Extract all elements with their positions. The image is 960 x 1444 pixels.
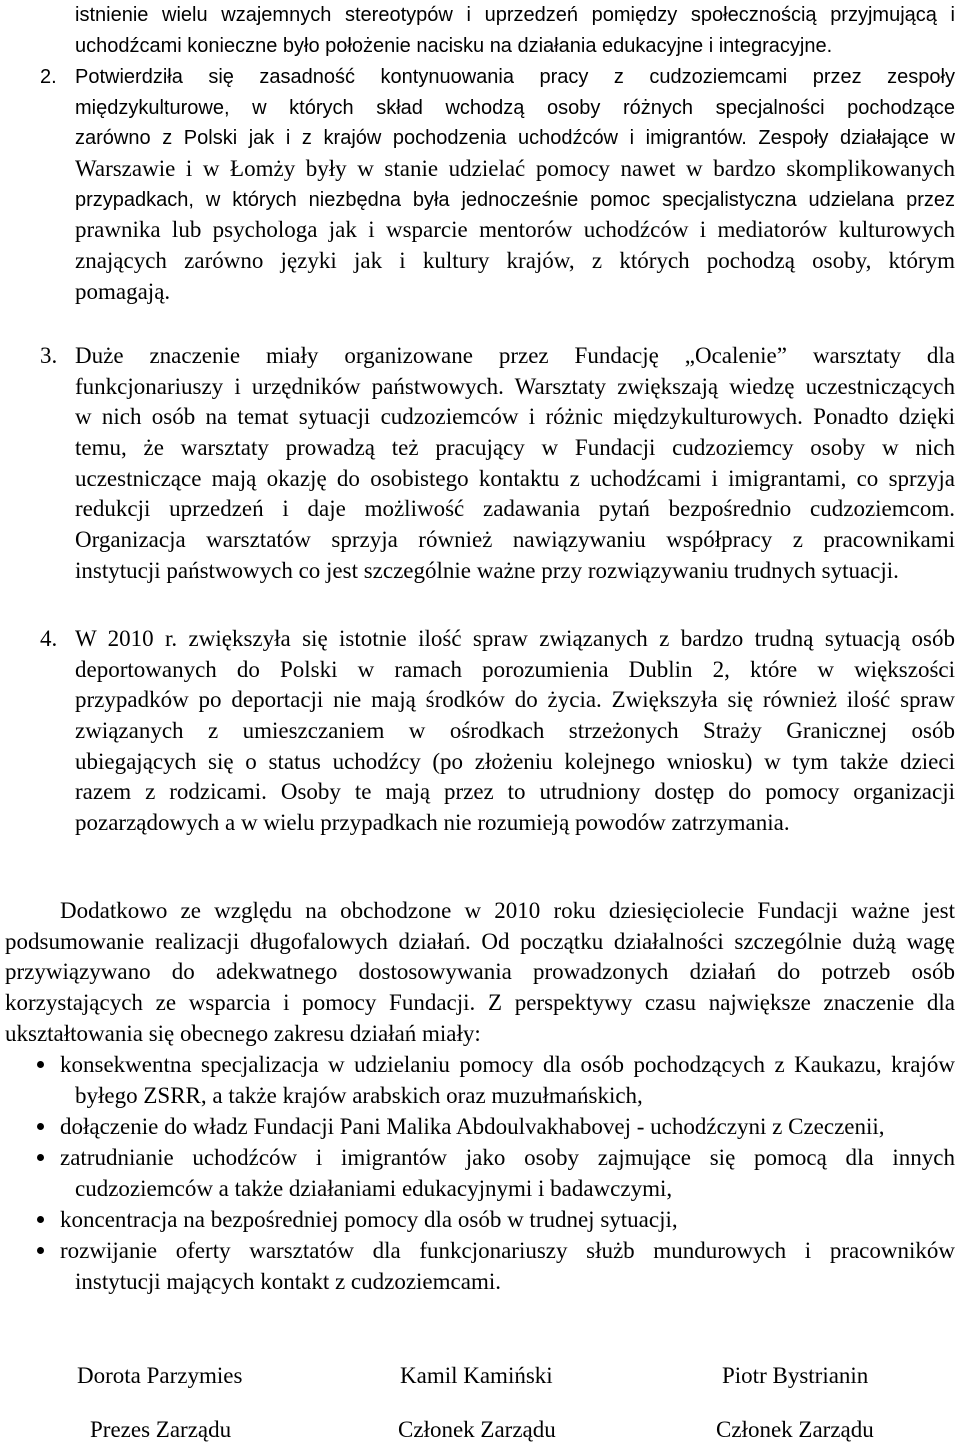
text-line: pomagają.	[75, 278, 171, 304]
text-line: dołączenie do władz Fundacji Pani Malika Abdoulvakhabovej - uchodźczyni z Czeczenii,	[60, 1114, 885, 1139]
text-line: ukształtowania się obecnego zakresu działań miały:	[5, 1020, 481, 1046]
text-line: ubiegających się o status uchodźcy (po złożeniu kolejnego wniosku) w tym także dzieci	[75, 748, 955, 774]
text-line: związanych z umieszczaniem w ośrodkach strzeżonych Straży Granicznej osób	[75, 718, 955, 744]
list-item-3	[40, 341, 955, 587]
text-line: znających zarówno języki jak i kultury krajów, z których pochodzą osoby, którym	[75, 248, 955, 274]
text-line: zatrudnianie uchodźców i imigrantów jako osoby zajmujące się pomocą dla innych	[60, 1145, 955, 1170]
item-number: 2.	[40, 66, 57, 88]
signature-name: Dorota Parzymies	[77, 1363, 243, 1388]
text-line: w nich osób na temat sytuacji cudzoziemców i różnic międzykulturowych. Ponadto dzięki	[75, 404, 955, 430]
signature-name: Kamil Kamiński	[400, 1363, 553, 1388]
text-line: W 2010 r. zwiększyła się istotnie ilość spraw związanych z bardzo trudną sytuacją osób	[75, 626, 955, 651]
list-item-1-continuation	[75, 0, 955, 61]
signature-role: Prezes Zarządu	[90, 1417, 232, 1442]
text-line: instytucji państwowych co jest szczególnie ważne przy rozwiązywaniu trudnych sytuacji.	[75, 557, 899, 583]
text-line: redukcji uprzedzeń i daje możliwość zadawania pytań bezpośrednio cudzoziemcom.	[75, 496, 955, 522]
bullet-item	[0, 1111, 955, 1142]
text-line: międzykulturowe, w których skład wchodzą osoby różnych specjalności pochodzące	[75, 96, 955, 119]
text-line: istnienie wielu wzajemnych stereotypów i uprzedzeń pomiędzy społecznością przyjmującą i	[75, 4, 955, 26]
list-item-2	[40, 62, 955, 308]
text-line: przypadków po deportacji nie mają środków do życia. Zwiększyła się również ilość spraw	[75, 687, 955, 713]
text-line: zarówno z Polski jak i z krajów pochodzenia uchodźców i imigrantów. Zespoły działające w	[75, 127, 955, 150]
list-item-4	[40, 624, 955, 839]
bullet-icon	[37, 1061, 44, 1068]
text-line: podsumowanie realizacji długofalowych działań. Od początku działalności szczególnie dużą wagę	[5, 928, 955, 954]
bullet-icon	[37, 1247, 44, 1254]
text-line: uczestniczące mają okazję do osobistego kontaktu z uchodźcami i imigrantami, co sprzyja	[75, 465, 955, 491]
text-line: Potwierdziła się zasadność kontynuowania pracy z cudzoziemcami przez zespoły	[75, 66, 955, 88]
bullet-item	[0, 1204, 955, 1235]
signature-name: Piotr Bystrianin	[722, 1363, 869, 1388]
text-line: funkcjonariuszy i urzędników państwowych. Warsztaty zwiększają wiedzę uczestniczących	[75, 373, 955, 399]
text-line: temu, że warsztaty prowadzą też pracujący w Fundacji cudzoziemcy osoby w nich	[75, 435, 955, 461]
text-line: uchodźcami konieczne było położenie nacisku na działania edukacyjne i integracyjne.	[75, 34, 833, 57]
text-line: deportowanych do Polski w ramach porozumienia Dublin 2, które w większości	[75, 656, 955, 682]
bullet-icon	[37, 1216, 44, 1223]
text-line: Duże znaczenie miały organizowane przez Fundację „Ocalenie” warsztaty dla	[75, 343, 955, 368]
text-line: byłego ZSRR, a także krajów arabskich oraz muzułmańskich,	[75, 1083, 643, 1108]
text-line: korzystających ze wsparcia i pomocy Fundacji. Z perspektywy czasu największe znaczenie dla	[5, 990, 955, 1016]
bullet-item	[0, 1235, 955, 1297]
text-line: Warszawie i w Łomży były w stanie udzielać pomocy nawet w bardzo skomplikowanych	[75, 156, 955, 182]
signature-role: Członek Zarządu	[398, 1417, 556, 1442]
text-line: prawnika lub psychologa jak i wsparcie mentorów uchodźców i mediatorów kulturowych	[75, 217, 955, 243]
text-line: razem z rodzicami. Osoby te mają przez to utrudniony dostęp do pomocy organizacji	[75, 779, 955, 805]
signature-role: Członek Zarządu	[716, 1417, 874, 1442]
text-line: pozarządowych a w wielu przypadkach nie rozumieją powodów zatrzymania.	[75, 810, 790, 836]
text-line: Organizacja warsztatów sprzyja również nawiązywaniu współpracy z pracownikami	[75, 527, 955, 553]
item-number: 4.	[40, 626, 58, 651]
bullet-icon	[37, 1154, 44, 1161]
text-line: Dodatkowo ze względu na obchodzone w 2010 roku dziesięciolecie Fundacji ważne jest	[60, 898, 955, 923]
bullet-icon	[37, 1123, 44, 1130]
text-line: koncentracja na bezpośredniej pomocy dla osób w trudnej sytuacji,	[60, 1207, 678, 1232]
summary-paragraph	[5, 896, 955, 1049]
text-line: cudzoziemców a także działaniami edukacyjnymi i badawczymi,	[75, 1176, 673, 1201]
bullet-list	[0, 1049, 955, 1297]
text-line: konsekwentna specjalizacja w udzielaniu pomocy dla osób pochodzących z Kaukazu, krajów	[60, 1052, 955, 1077]
bullet-item	[0, 1049, 955, 1111]
item-number: 3.	[40, 343, 58, 368]
text-line: rozwijanie oferty warsztatów dla funkcjonariuszy służb mundurowych i pracowników	[60, 1238, 955, 1263]
text-line: przywiązywano do adekwatnego dostosowywania prowadzonych działań do potrzeb osób	[5, 959, 955, 985]
bullet-item	[0, 1142, 955, 1204]
text-line: instytucji mających kontakt z cudzoziemcami.	[75, 1269, 501, 1294]
text-line: przypadkach, w których niezbędna była jednocześnie pomoc specjalistyczna udzielana przez	[75, 188, 955, 211]
